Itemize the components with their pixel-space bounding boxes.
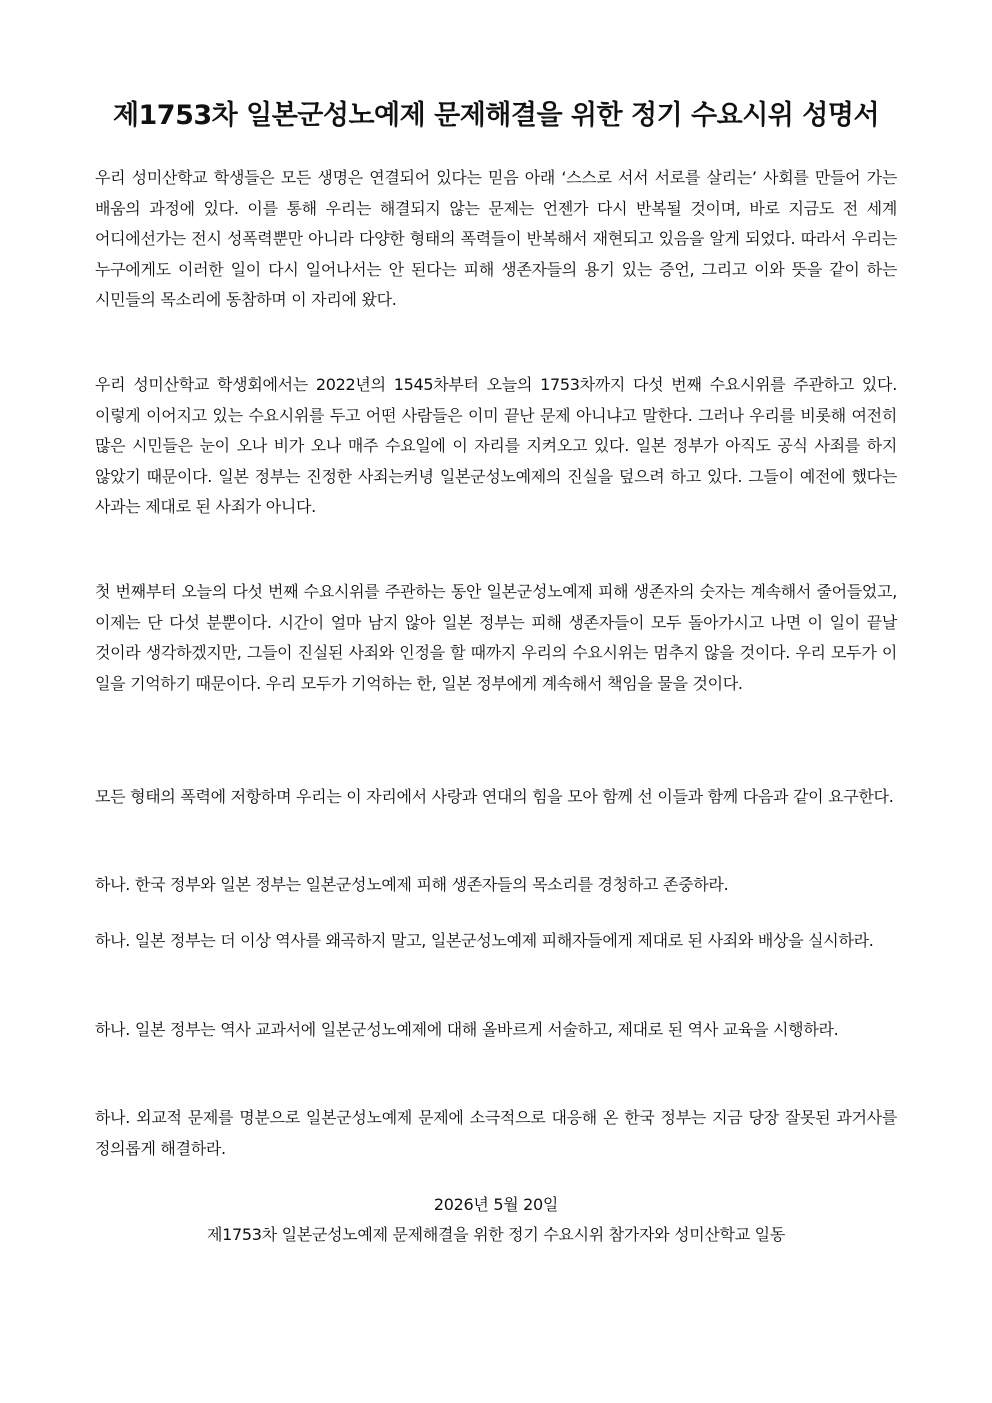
demand-item: 하나. 일본 정부는 역사 교과서에 일본군성노예제에 대해 올바르게 서술하고, 제대로 된 역사 교육을 시행하라. <box>95 1020 839 1039</box>
paragraph-student-council: 우리 성미산학교 학생회에서는 2022년의 1545차부터 오늘의 1753차까지 다섯 번째 수요시위를 주관하고 있다. 이렇게 이어지고 있는 수요시위를 두고 어떤 사람들은 이미 끝난 문제 아니냐고 말한다. 그러나 우리를 비롯해 여전히 많은 시민들은 눈이 오나 비가 오나 매주 수요일에 이 자리를 지켜오고 있다. 일본 정부가 아직도 공식 사죄를 하지 않았기 때문이다. 일본 정부는 진정한 사죄는커녕 일본군성노예제의 진실을 덮으려 하고 있다. 그들이 예전에 했다는 사과는 제대로 된 사죄가 아니다. <box>95 375 897 516</box>
paragraph-demand-intro: 모든 형태의 폭력에 저항하며 우리는 이 자리에서 사랑과 연대의 힘을 모아 함께 선 이들과 함께 다음과 같이 요구한다. <box>95 787 894 806</box>
demand-item: 하나. 외교적 문제를 명분으로 일본군성노예제 문제에 소극적으로 대응해 온 한국 정부는 지금 당장 잘못된 과거사를 정의롭게 해결하라. <box>95 1108 897 1158</box>
demand-item: 하나. 일본 정부는 더 이상 역사를 왜곡하지 말고, 일본군성노예제 피해자들에게 제대로 된 사죄와 배상을 실시하라. <box>95 931 874 950</box>
statement-signature: 제1753차 일본군성노예제 문제해결을 위한 정기 수요시위 참가자와 성미산학교 일동 <box>207 1225 785 1244</box>
demand-item: 하나. 한국 정부와 일본 정부는 일본군성노예제 피해 생존자들의 목소리를 경청하고 존중하라. <box>95 875 729 894</box>
document-title: 제1753차 일본군성노예제 문제해결을 위한 정기 수요시위 성명서 <box>112 100 880 131</box>
statement-date: 2026년 5월 20일 <box>433 1195 559 1214</box>
paragraph-survivors: 첫 번째부터 오늘의 다섯 번째 수요시위를 주관하는 동안 일본군성노예제 피해 생존자의 숫자는 계속해서 줄어들었고, 이제는 단 다섯 분뿐이다. 시간이 얼마 남지 않아 일본 정부는 피해 생존자들이 모두 돌아가시고 나면 이 일이 끝날 것이라 생각하겠지만, 그들이 진실된 사죄와 인정을 할 때까지 우리의 수요시위는 멈추지 않을 것이다. 우리 모두가 이 일을 기억하기 때문이다. 우리 모두가 기억하는 한, 일본 정부에게 계속해서 책임을 물을 것이다. <box>95 582 897 693</box>
paragraph-intro: 우리 성미산학교 학생들은 모든 생명은 연결되어 있다는 믿음 아래 ‘스스로 서서 서로를 살리는’ 사회를 만들어 가는 배움의 과정에 있다. 이를 통해 우리는 해결되지 않는 문제는 언젠가 다시 반복될 것이며, 바로 지금도 전 세계 어디에선가는 전시 성폭력뿐만 아니라 다양한 형태의 폭력들이 반복해서 재현되고 있음을 알게 되었다. 따라서 우리는 누구에게도 이러한 일이 다시 일어나서는 안 된다는 피해 생존자들의 용기 있는 증언, 그리고 이와 뜻을 같이 하는 시민들의 목소리에 동참하며 이 자리에 왔다. <box>95 168 897 309</box>
